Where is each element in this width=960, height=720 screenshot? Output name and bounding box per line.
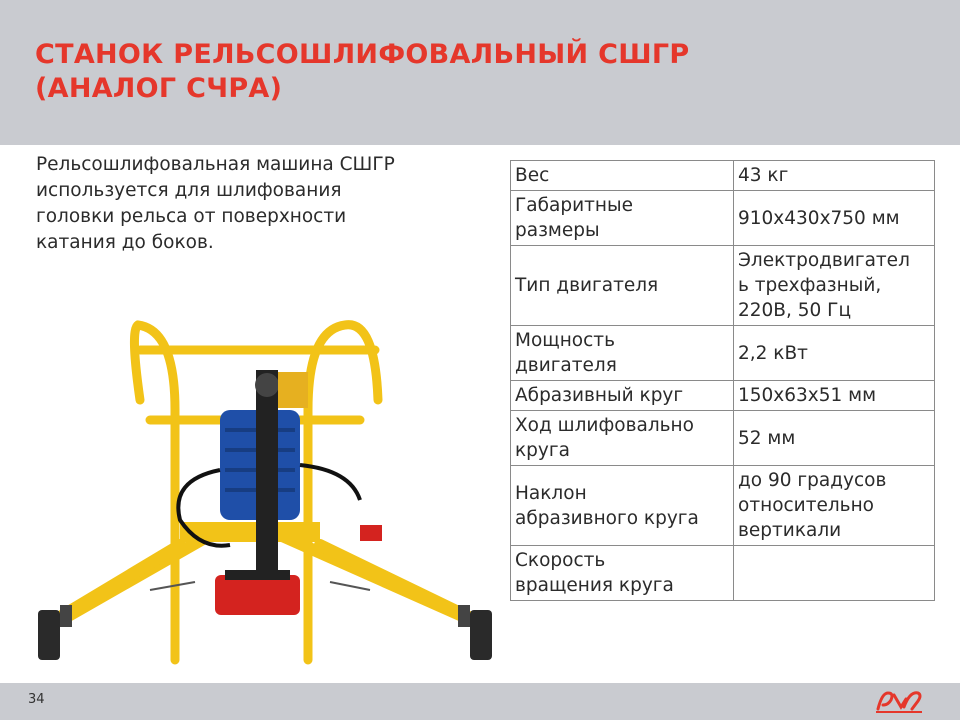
spec-row: [511, 381, 935, 411]
spec-key: [511, 191, 734, 246]
spec-value-line: 43 кг: [738, 165, 789, 186]
spec-key-line: размеры: [515, 220, 600, 241]
spec-value-line: 2,2 кВт: [738, 342, 808, 364]
spec-value-line: 150x63x51 мм: [738, 385, 877, 406]
spec-value: [734, 191, 935, 246]
spec-key: [511, 326, 734, 381]
spec-value-line: 220В, 50 Гц: [738, 300, 852, 321]
spec-row: [511, 161, 935, 191]
rail-grinding-machine-image: [30, 290, 500, 675]
description-line-4: катания до боков.: [36, 232, 214, 253]
spec-value: [734, 546, 935, 601]
spec-key-line: круга: [515, 440, 570, 461]
spec-table: [510, 160, 935, 601]
description-line-1: Рельсошлифовальная машина СШГР: [36, 154, 395, 175]
description-line-2: используется для шлифования: [36, 180, 342, 201]
spec-row: [511, 191, 935, 246]
spec-key-line: Скорость: [515, 550, 606, 571]
footer-band: [0, 683, 960, 720]
spec-value-line: 910x430x750 мм: [738, 207, 900, 229]
spec-key-line: Вес: [515, 165, 550, 186]
spec-key-line: Абразивный круг: [515, 385, 684, 406]
spec-value: [734, 246, 935, 326]
spec-key: [511, 246, 734, 326]
page-number: 34: [28, 692, 45, 707]
spec-row: [511, 246, 935, 326]
spec-value: [734, 466, 935, 546]
spec-value: [734, 326, 935, 381]
spec-row: [511, 411, 935, 466]
spec-key: [511, 466, 734, 546]
spec-value-line: Электродвигател: [738, 250, 910, 271]
spec-row: [511, 326, 935, 381]
spec-value-line: до 90 градусов: [738, 470, 887, 491]
spec-row: [511, 466, 935, 546]
spec-value: [734, 411, 935, 466]
spec-key: [511, 381, 734, 411]
title-line-1: СТАНОК РЕЛЬСОШЛИФОВАЛЬНЫЙ СШГР: [35, 39, 690, 70]
spec-key-line: двигателя: [515, 355, 617, 376]
spec-key-line: вращения круга: [515, 575, 674, 596]
spec-row: [511, 546, 935, 601]
spec-value: [734, 161, 935, 191]
slide-title: [35, 38, 689, 106]
spec-key: [511, 546, 734, 601]
rzd-logo-icon: [874, 687, 924, 715]
header-band: [0, 0, 960, 145]
spec-key: [511, 161, 734, 191]
spec-value-line: 52 мм: [738, 427, 796, 449]
spec-key-line: Габаритные: [515, 195, 633, 216]
title-line-2: (АНАЛОГ СЧРА): [35, 73, 283, 104]
spec-value-line: вертикали: [738, 520, 842, 541]
description: [36, 152, 466, 256]
spec-key: [511, 411, 734, 466]
spec-key-line: абразивного круга: [515, 507, 699, 529]
spec-key-line: Ход шлифовально: [515, 415, 694, 436]
spec-value-line: относительно: [738, 495, 875, 516]
spec-key-line: Мощность: [515, 330, 615, 351]
spec-key-line: Наклон: [515, 482, 587, 504]
spec-key-line: Тип двигателя: [515, 275, 659, 296]
description-line-3: головки рельса от поверхности: [36, 206, 347, 227]
spec-value-line: ь трехфазный,: [738, 275, 882, 296]
spec-value: [734, 381, 935, 411]
